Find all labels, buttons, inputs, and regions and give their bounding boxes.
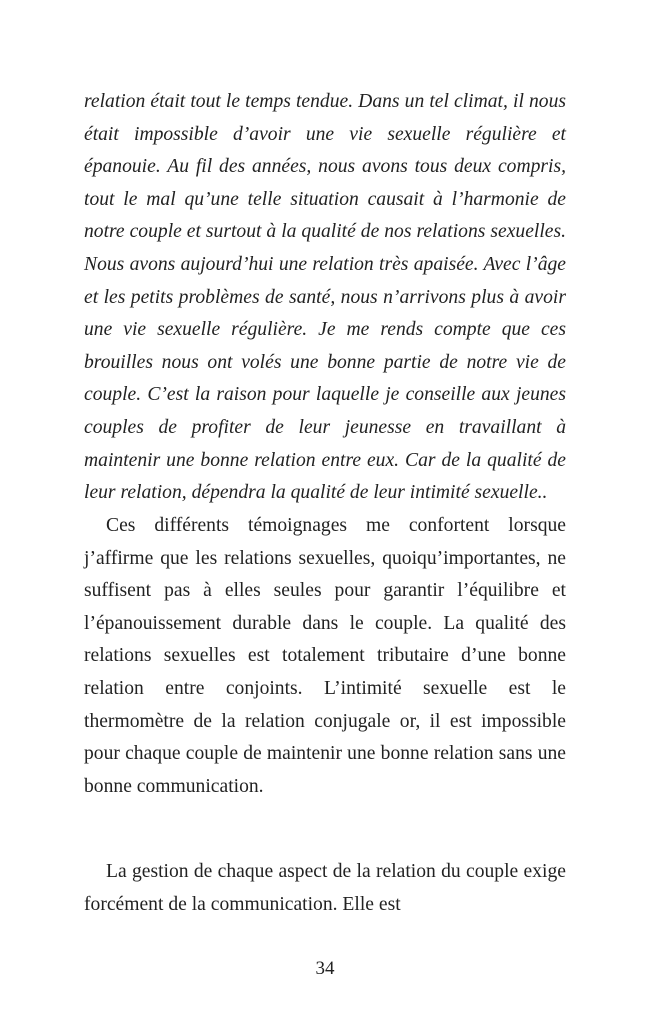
testimony-quote-paragraph: relation était tout le temps tendue. Dans un tel climat, il nous était impossible d’avoir une vie sexuelle régulière et épanouie. Au fil des années, nous avons tous deux compris, tout le mal qu’une telle situation causait à l’harmonie de notre couple et surtout à la qualité de nos relations sexuelles. Nous avons aujourd’hui une relation très apaisée. Avec l’âge et les petits problèmes de santé, nous n’arrivons plus à avoir une vie sexuelle régulière. Je me rends compte que ces brouilles nous ont volés une bonne partie de notre vie de couple. C’est la raison pour laquelle je conseille aux jeunes couples de profiter de leur jeunesse en travaillant à maintenir une bonne relation entre eux. Car de la qualité de leur relation, dépendra la qualité de leur intimité sexuelle.. [84, 91, 566, 504]
body-paragraph-2: La gestion de chaque aspect de la relation du couple exige forcément de la communication. Elle est [84, 861, 566, 915]
body-paragraph-1: Ces différents témoignages me confortent lorsque j’affirme que les relations sexuelles, quoiqu’importantes, ne suffisent pas à elles seules pour garantir l’équilibre et l’épanouissement durable dans le couple. La qualité des relations sexuelles est totalement tributaire d’une bonne relation entre conjoints. L’intimité sexuelle est le thermomètre de la relation conjugale or, il est impossible pour chaque couple de maintenir une bonne relation sans une bonne communication. [84, 515, 566, 797]
page-number: 34 [315, 958, 335, 979]
